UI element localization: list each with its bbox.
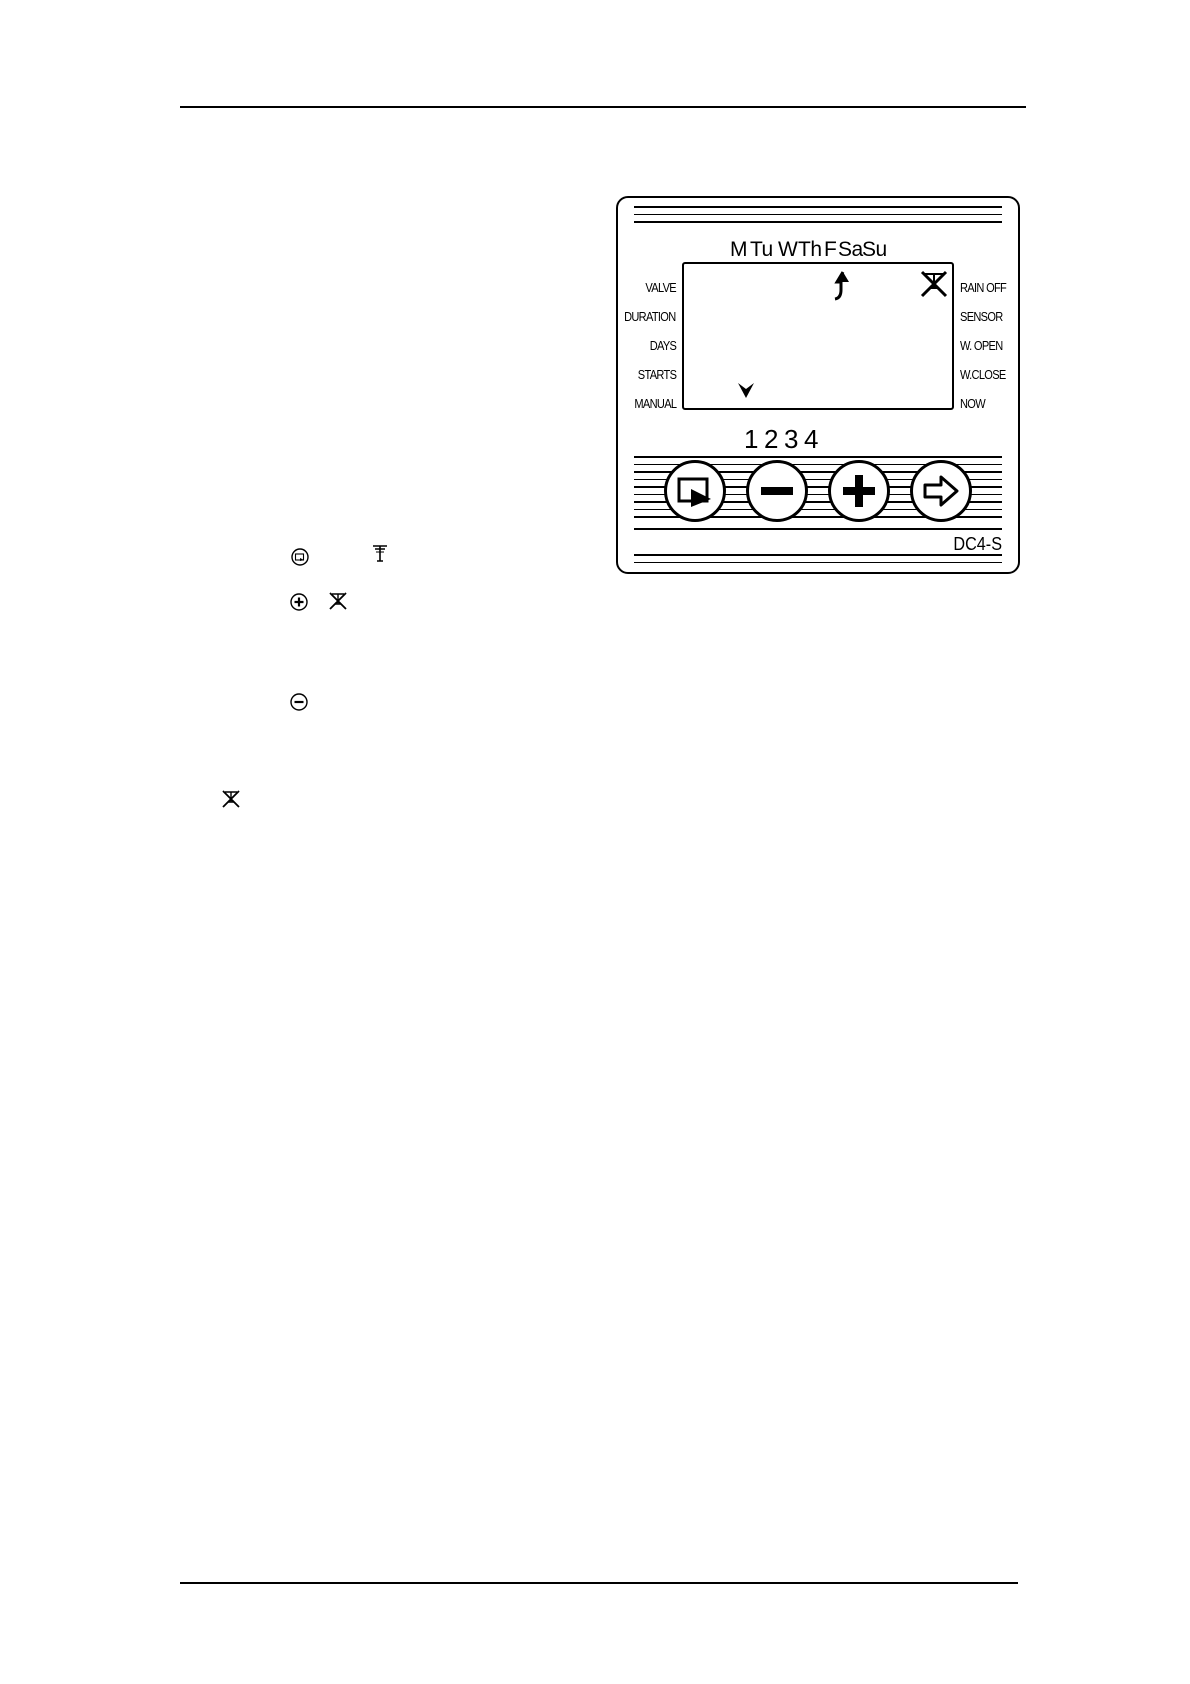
day-label: Su	[862, 238, 887, 261]
rain-off-icon	[220, 788, 242, 810]
valve-number: 3	[784, 424, 799, 454]
down-marker-icon	[736, 380, 756, 400]
day-label: Sa	[838, 238, 863, 261]
sprinkler-icon	[370, 543, 390, 565]
controller-panel	[616, 196, 1020, 574]
mid-stripe	[634, 528, 1002, 536]
label-w-close: W.CLOSE	[960, 367, 1006, 382]
minus-button[interactable]	[746, 460, 808, 522]
rain-off-icon	[918, 268, 950, 300]
valve-number: 2	[764, 424, 779, 454]
label-duration: DURATION	[624, 309, 676, 324]
up-arrow-icon	[832, 270, 854, 302]
day-label: M	[730, 238, 747, 261]
plus-button-icon	[289, 592, 309, 612]
minus-icon	[749, 463, 805, 519]
top-rule	[180, 106, 1026, 108]
rain-off-icon	[327, 590, 349, 612]
minus-button-icon	[289, 692, 309, 712]
program-arrow-icon	[667, 463, 723, 519]
plus-icon	[831, 463, 887, 519]
label-now: NOW	[960, 396, 985, 411]
model-name: DC4-S	[953, 534, 1002, 554]
day-label: Tu	[750, 238, 773, 261]
day-label: W	[778, 238, 798, 261]
label-rain-off: RAIN OFF	[960, 280, 1007, 295]
label-starts: STARTS	[637, 367, 676, 382]
valve-number: 1	[744, 424, 759, 454]
day-label: F	[824, 238, 837, 261]
bottom-stripes	[634, 554, 1002, 569]
program-button-icon	[290, 547, 310, 567]
bottom-rule	[180, 1582, 1018, 1584]
program-button[interactable]	[664, 460, 726, 522]
lcd-display	[682, 262, 954, 410]
valve-number: 4	[804, 424, 819, 454]
label-w-open: W. OPEN	[960, 338, 1003, 353]
label-valve: VALVE	[645, 280, 676, 295]
plus-button[interactable]	[828, 460, 890, 522]
label-sensor: SENSOR	[960, 309, 1003, 324]
right-arrow-icon	[913, 463, 969, 519]
day-label: Th	[798, 238, 822, 261]
label-days: DAYS	[649, 338, 676, 353]
next-button[interactable]	[910, 460, 972, 522]
top-stripes	[634, 206, 1002, 229]
label-manual: MANUAL	[634, 396, 676, 411]
